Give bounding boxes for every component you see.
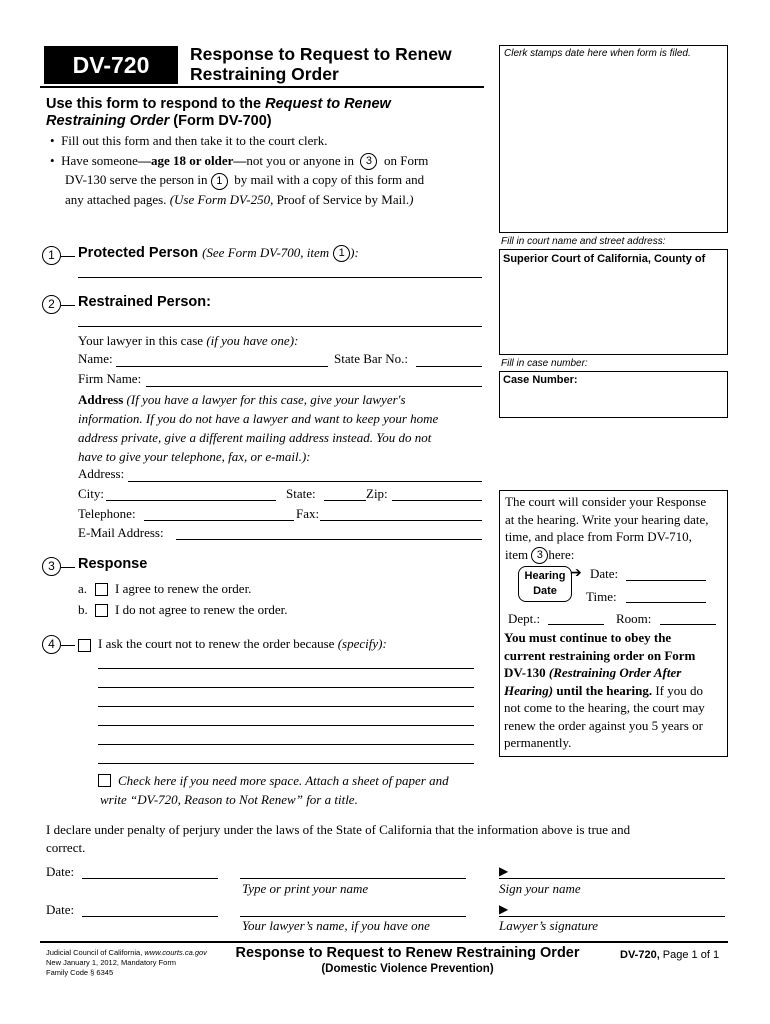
form-id: DV-720 [72,52,150,78]
reason-line-4[interactable] [98,725,474,726]
state-bar-label: State Bar No.: [334,351,409,366]
protected-person-heading: Protected Person (See Form DV-700, item 1 ): [78,245,359,261]
clerk-stamp-label: Clerk stamps date here when form is filed. [504,48,691,59]
print-name-caption: Type or print your name [242,881,369,896]
more-space-checkbox[interactable] [98,774,111,787]
address-instructions: Address (If you have a lawyer for this case, give your lawyer's information. If you do not have a lawyer and want to keep your home address private, give a different mailing address instead. You do not have to give your telephone, fax, or e-mail.): [78,392,439,464]
fax-label: Fax: [296,506,320,521]
item-number-1: 1 [42,246,61,265]
email-label: E-Mail Address: [78,525,164,540]
response-b-letter: b. [78,602,88,617]
item-ref-icon: 3 [360,153,377,170]
footer-title: Response to Request to Renew Restraining Order (Domestic Violence Prevention) [235,945,580,975]
fax-field[interactable] [320,520,482,521]
signature-field[interactable] [499,878,725,879]
city-label: City: [78,486,105,501]
dept-field[interactable] [548,624,604,625]
bullet-1: • Fill out this form and then take it to the court clerk. [50,133,328,148]
state-field[interactable] [324,500,366,501]
more-space-label: Check here if you need more space. Attach a sheet of paper and write “DV-720, Reason to Not Renew” for a title. [100,773,449,807]
footer-source: Judicial Council of California, www.courts.ca.gov New January 1, 2012, Mandatory Form Family Code § 6345 [46,948,207,977]
item-number-3: 3 [42,557,61,576]
date-label-1: Date: [46,864,75,879]
court-name-label: Fill in court name and street address: [501,236,666,247]
not-renew-label: I ask the court not to renew the order because (specify): [98,636,387,651]
item-2-rule [61,305,75,306]
lawyer-sign-arrow-icon: ▶ [499,902,509,916]
item-3-rule [61,567,75,568]
protected-person-name-line[interactable] [78,277,482,278]
dept-label: Dept.: [508,611,541,626]
date-field-2[interactable] [82,916,218,917]
state-label: State: [286,486,316,501]
case-number-label: Fill in case number: [501,358,588,369]
lawyer-name-field[interactable] [240,916,466,917]
agree-label: I agree to renew the order. [115,581,252,596]
reason-line-1[interactable] [98,668,474,669]
bullet-2: • Have someone—age 18 or older—not you or anyone in 3 on Form [50,151,480,171]
restrained-person-heading: Restrained Person: [78,294,211,310]
room-field[interactable] [660,624,716,625]
email-field[interactable] [176,539,482,540]
perjury-declaration: I declare under penalty of perjury under the laws of the State of California that the information above is true and correct. [46,822,631,855]
telephone-label: Telephone: [78,506,136,521]
hearing-time-field[interactable] [626,602,706,603]
date-field-1[interactable] [82,878,218,879]
intro-heading: Use this form to respond to the Request to Renew Restraining Order (Form DV-700) [46,96,391,129]
zip-field[interactable] [392,500,482,501]
form-id-badge [44,46,178,84]
disagree-label: I do not agree to renew the order. [115,602,288,617]
sign-arrow-icon: ▶ [499,864,509,878]
header-rule [40,86,484,88]
name-label: Name: [78,351,113,366]
name-field[interactable] [116,366,328,367]
hearing-warning: You must continue to obey the current restraining order on Form DV-130 (Restraining Order After Hearing) until the hearing. If you do not come to the hearing, the court may renew the order against you 5 years or permanently. [504,630,705,750]
case-number-box[interactable] [499,371,728,418]
response-a-letter: a. [78,581,88,596]
agree-checkbox[interactable] [95,583,108,596]
clerk-stamp-box [499,45,728,233]
address-label: Address: [78,466,125,481]
print-name-field[interactable] [240,878,466,879]
firm-name-label: Firm Name: [78,371,142,386]
item-1-rule [61,256,75,257]
restrained-person-name-line[interactable] [78,326,482,327]
case-number-text: Case Number: [503,374,578,386]
room-label: Room: [616,611,652,626]
hearing-date-label: Date: [590,566,619,581]
hearing-date-badge: Hearing Date [518,566,572,602]
lawyer-signature-field[interactable] [499,916,725,917]
zip-label: Zip: [366,486,388,501]
firm-name-field[interactable] [146,386,482,387]
court-name-text: Superior Court of California, County of [503,253,706,265]
reason-line-2[interactable] [98,687,474,688]
disagree-checkbox[interactable] [95,604,108,617]
item-ref-icon: 3 [531,547,548,564]
reason-line-5[interactable] [98,744,474,745]
reason-line-3[interactable] [98,706,474,707]
lawyer-signature-caption: Lawyer’s signature [499,918,599,933]
not-renew-checkbox[interactable] [78,639,91,652]
telephone-field[interactable] [144,520,294,521]
hearing-time-label: Time: [586,589,617,604]
response-heading: Response [78,556,148,572]
page-title: Response to Request to Renew Restraining Order [190,44,452,84]
hearing-date-field[interactable] [626,580,706,581]
reason-line-6[interactable] [98,763,474,764]
state-bar-field[interactable] [416,366,482,367]
item-ref-icon: 1 [211,173,228,190]
date-label-2: Date: [46,902,75,917]
lawyer-label: Your lawyer in this case (if you have one): [78,333,299,348]
footer-form-page: DV-720, Page 1 of 1 [620,949,720,961]
arrow-right-icon: ➔ [570,566,582,581]
address-field[interactable] [128,481,482,482]
footer-rule [40,941,728,943]
court-name-box[interactable] [499,249,728,355]
city-field[interactable] [106,500,276,501]
lawyer-name-caption: Your lawyer’s name, if you have one [242,918,430,933]
item-number-4: 4 [42,635,61,654]
item-4-rule [61,645,75,646]
hearing-box: The court will consider your Response at the hearing. Write your hearing date, time, and place from Form DV-710, item 3 here: Hearing Date ➔ Date: Time: Dept.: Room: You must continue to obey the current restraining order on Form DV-130 (Restraining Order After Hearing) until the hearing. If you do not come to the hearing, the court may renew the order against you 5 years or permanently. [499,490,728,757]
sign-name-caption: Sign your name [499,881,581,896]
item-ref-icon: 1 [333,245,350,262]
intro-bullets: • Fill out this form and then take it to the court clerk. • Have someone—age 18 or older—not you or anyone in 3 on Form DV-130 serve the person in 1 by mail with a copy of this form and any attached pages. (Use Form DV-250, Proof of Service by Mail.) [50,131,480,209]
item-number-2: 2 [42,295,61,314]
